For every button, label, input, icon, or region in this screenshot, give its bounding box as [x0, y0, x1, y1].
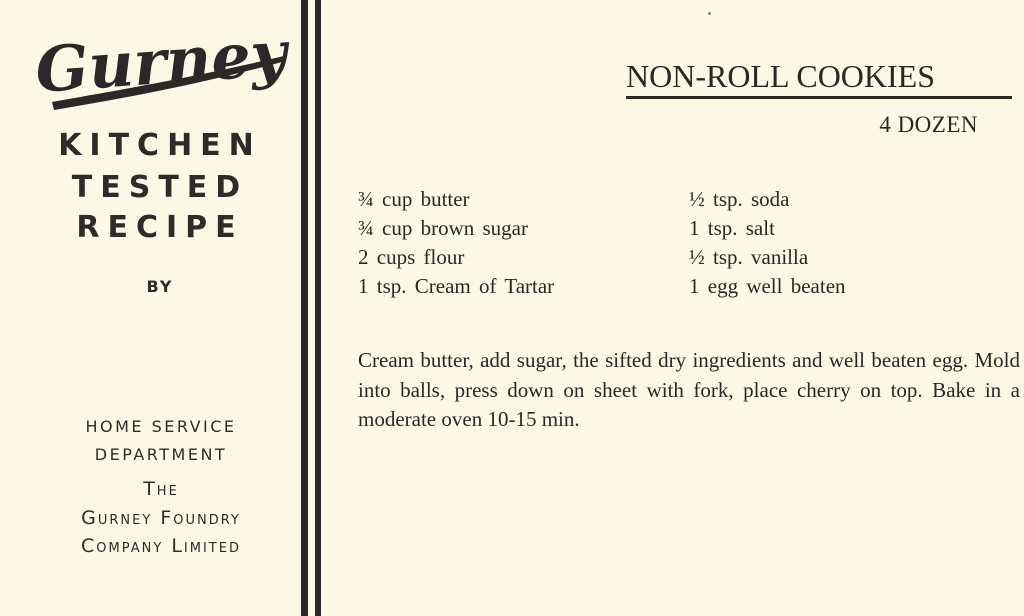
ingredient-item: ½ tsp. soda [689, 187, 790, 211]
svg-text:Gurney: Gurney [33, 16, 289, 107]
ingredient-item: ¾ cup brown sugar [358, 216, 528, 240]
tagline-recipe: RECIPE [76, 210, 244, 245]
department-line-2: DEPARTMENT [94, 445, 228, 464]
recipe-yield: 4 DOZEN [879, 112, 978, 137]
by-label: BY [146, 277, 174, 296]
ingredient-item: 2 cups flour [358, 245, 465, 269]
paper-speck [708, 12, 711, 15]
tagline-kitchen: KITCHEN [58, 128, 262, 163]
divider-rule-left [301, 0, 308, 616]
ingredient-item: 1 tsp. Cream of Tartar [358, 274, 555, 298]
title-underline [626, 96, 1012, 99]
recipe-method: Cream butter, add sugar, the sifted dry ingredients and well beaten egg. Mold into balls, press down on sheet with fork, place cherry on top. Bake in a moderate oven 10-15 min. [358, 348, 1020, 431]
ingredient-item: ¾ cup butter [358, 187, 470, 211]
ingredient-item: ½ tsp. vanilla [689, 245, 809, 269]
tagline-tested: TESTED [71, 170, 249, 205]
company-line-2: Gurney Foundry [81, 507, 241, 529]
recipe-title: NON-ROLL COOKIES [626, 58, 936, 94]
ingredient-item: 1 egg well beaten [689, 274, 846, 298]
brand-panel [0, 0, 300, 616]
ingredient-item: 1 tsp. salt [689, 216, 775, 240]
gurney-logo [30, 10, 290, 120]
company-line-3: Company Limited [81, 535, 241, 557]
company-line-1: The [143, 478, 179, 500]
divider-rule-right [315, 0, 321, 616]
department-line-1: HOME SERVICE [85, 417, 237, 436]
